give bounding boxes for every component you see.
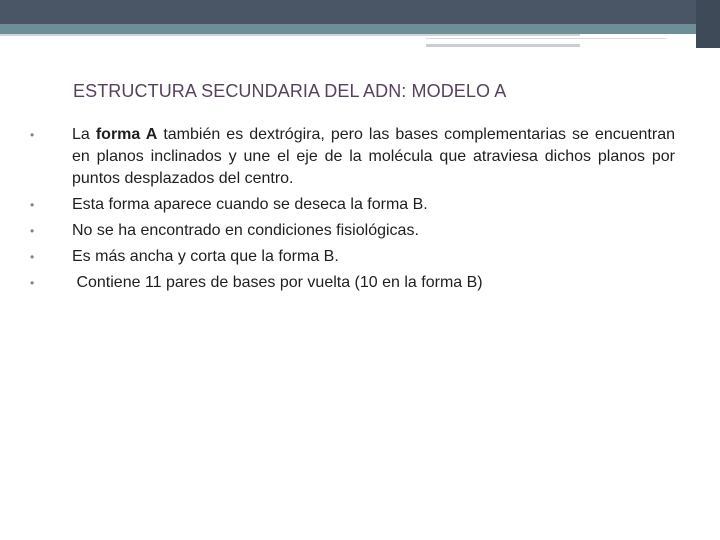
bullet-icon: • — [30, 276, 35, 290]
accent-strip — [0, 24, 720, 34]
bullet-icon: • — [30, 250, 35, 264]
bullet-text: Es más ancha y corta que la forma B. — [72, 248, 339, 265]
bullet-text: No se ha encontrado en condiciones fisiológicas. — [72, 222, 419, 239]
bullet-icon: • — [30, 198, 35, 212]
bullet-text-bold: forma A — [95, 126, 158, 143]
bullet-icon: • — [30, 128, 35, 142]
divider-line — [426, 38, 666, 39]
bullet-item — [30, 220, 675, 242]
bullet-text: Esta forma aparece cuando se deseca la forma B. — [72, 196, 428, 213]
slide-title: ESTRUCTURA SECUNDARIA DEL ADN: MODELO A — [73, 81, 507, 101]
bullet-item — [30, 246, 675, 268]
bullet-list — [30, 124, 675, 298]
bullet-text: Contiene 11 pares de bases por vuelta (10 en la forma B) — [72, 274, 483, 291]
bullet-item — [30, 124, 675, 190]
bullet-item — [30, 272, 675, 294]
divider-line — [426, 44, 580, 47]
bullet-text-prefix: La — [72, 126, 96, 143]
bullet-icon: • — [30, 224, 35, 238]
top-decorative-bar — [0, 0, 720, 24]
divider-line — [0, 34, 580, 36]
bullet-text-rest: también es dextrógira, pero las bases complementarias se encuentran en planos inclinados y une el eje de la molécula que atraviesa dichos planos por puntos desplazados del centro. — [72, 126, 675, 187]
corner-accent-block — [696, 0, 720, 48]
bullet-item — [30, 194, 675, 216]
